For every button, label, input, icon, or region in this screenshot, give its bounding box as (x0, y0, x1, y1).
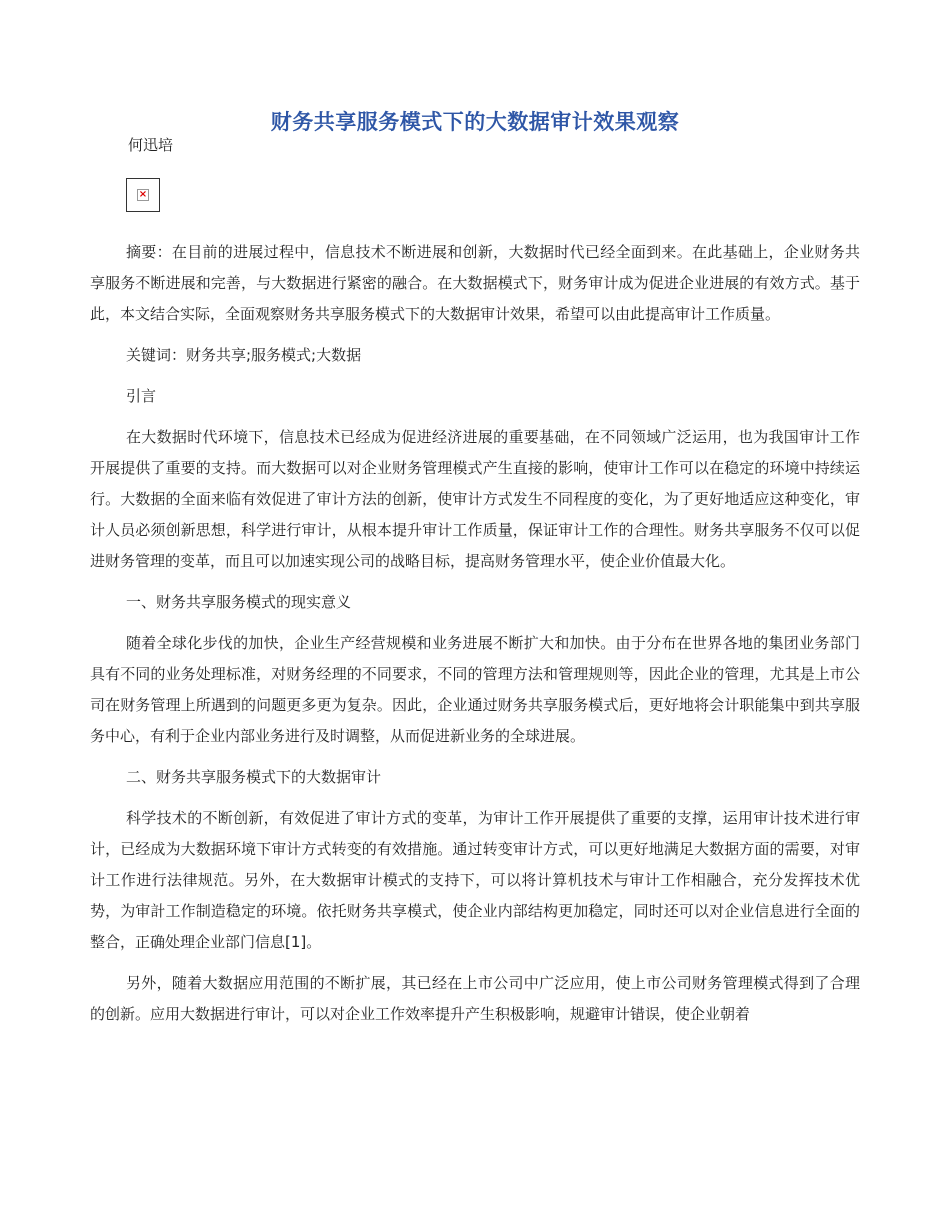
body-paragraph: 科学技术的不断创新，有效促进了审计方式的变革，为审计工作开展提供了重要的支撑，运用审计技术进行审计，已经成为大数据环境下审计方式转变的有效措施。通过转变审计方式，可以更好地满足大数据方面的需要，对审计工作进行法律规范。另外，在大数据审计模式的支持下，可以将计算机技术与审计工作相融合，充分发挥技术优势，为审計工作制造稳定的环境。依托财务共享模式，使企业内部结构更加稳定，同时还可以对企业信息进行全面的整合，正确处理企业部门信息[1]。 (90, 809, 860, 951)
document-title: 财务共享服务模式下的大数据审计效果观察 (270, 110, 680, 134)
keywords-paragraph: 关键词：财务共享;服务模式;大数据 (126, 346, 362, 364)
body-paragraph: 另外，随着大数据应用范围的不断扩展，其已经在上市公司中广泛应用，使上市公司财务管理模式得到了合理的创新。应用大数据进行审计，可以对企业工作效率提升产生积极影响，规避审计错误，使企业朝着 (90, 974, 860, 1023)
section-heading-1: 一、财务共享服务模式的现实意义 (126, 593, 352, 611)
section-heading-2: 二、财务共享服务模式下的大数据审计 (126, 768, 382, 786)
body-paragraph: 随着全球化步伐的加快，企业生产经营规模和业务进展不断扩大和加快。由于分布在世界各地的集团业务部门具有不同的业务处理标准，对财务经理的不同要求，不同的管理方法和管理规则等，因此企业的管理，尤其是上市公司在财务管理上所遇到的问题更多更为复杂。因此，企业通过财务共享服务模式后，更好地将会计职能集中到共享服务中心，有利于企业内部业务进行及时调整，从而促进新业务的全球进展。 (90, 634, 860, 745)
broken-image-icon (126, 178, 160, 212)
abstract-paragraph: 摘要：在目前的进展过程中，信息技术不断进展和创新，大数据时代已经全面到来。在此基础上，企业财务共享服务不断进展和完善，与大数据进行紧密的融合。在大数据模式下，财务审计成为促进企业进展的有效方式。基于此，本文结合实际，全面观察财务共享服务模式下的大数据审计效果，希望可以由此提高审计工作质量。 (90, 243, 860, 323)
document-body (90, 237, 860, 1040)
body-paragraph: 在大数据时代环境下，信息技术已经成为促进经济进展的重要基础，在不同领域广泛运用，也为我国审计工作开展提供了重要的支持。而大数据可以对企业财务管理模式产生直接的影响，使审计工作可以在稳定的环境中持续运行。大数据的全面来临有效促进了审计方法的创新，使审计方式发生不同程度的变化，为了更好地适应这种变化，审计人员必须创新思想，科学进行审计，从根本提升审计工作质量，保证审计工作的合理性。财务共享服务不仅可以促进财务管理的变革，而且可以加速实现公司的战略目标，提高财务管理水平，使企业价值最大化。 (90, 428, 860, 570)
image-error-mark: × (138, 189, 148, 200)
author-name: 何迅培 (128, 136, 174, 154)
section-heading-intro: 引言 (126, 387, 157, 405)
